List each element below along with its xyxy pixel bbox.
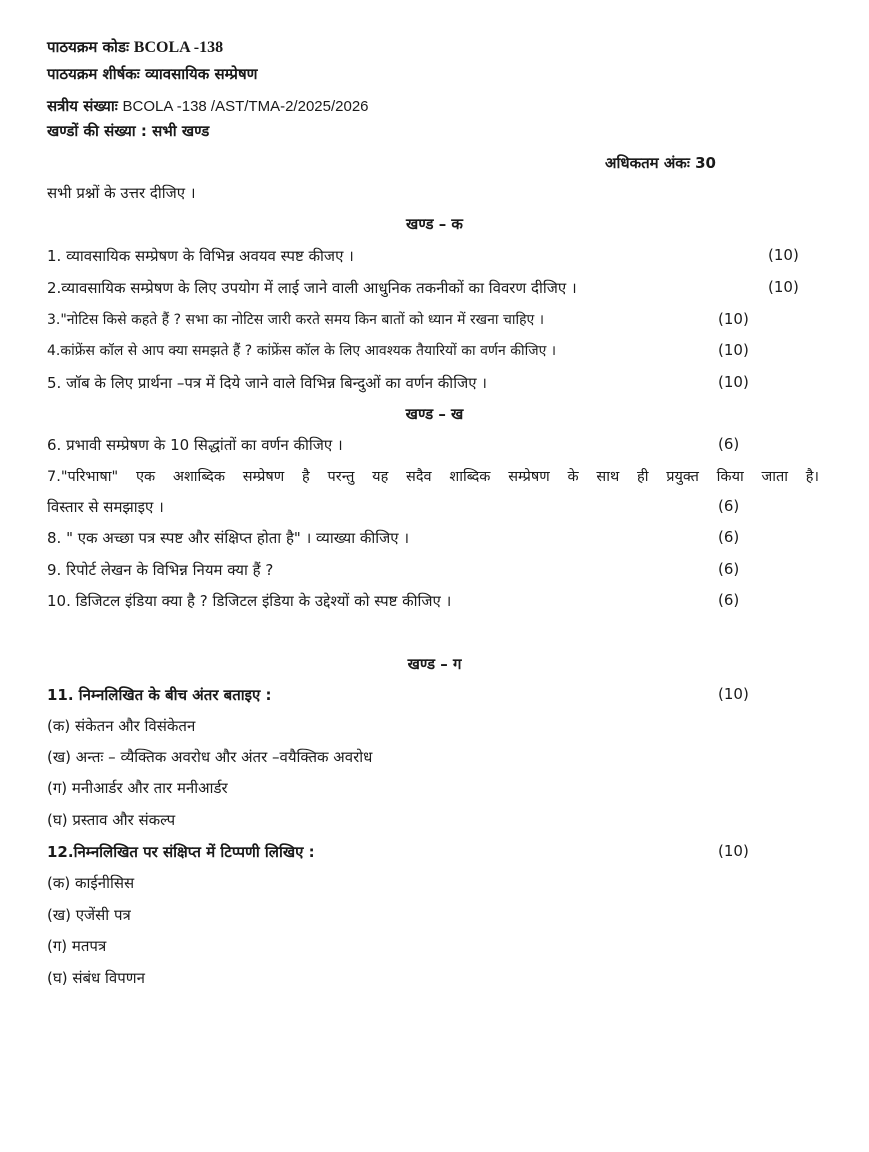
course-title — [47, 64, 257, 84]
course-code — [47, 37, 223, 57]
question-9: 9. रिपोर्ट लेखन के विभिन्न नियम क्या हैं ? — [47, 561, 274, 579]
question-5-marks: (10) — [718, 373, 749, 391]
question-4-marks: (10) — [718, 341, 749, 359]
question-7-continued: विस्तार से समझाइए । — [47, 498, 164, 516]
section-a-title: खण्ड – क — [406, 215, 463, 233]
question-11-marks: (10) — [718, 685, 749, 703]
course-code-value: BCOLA -138 — [133, 39, 224, 56]
session-value: BCOLA -138 /AST/TMA-2/2025/2026 — [122, 98, 369, 115]
question-4: 4.कांफ्रेंस कॉल से आप क्या समझते हैं ? कांफ्रेंस कॉल के लिए आवश्यक तैयारियों का वर्णन कीजिए । — [47, 343, 557, 359]
question-6-marks: (6) — [718, 435, 740, 453]
question-12: 12.निम्नलिखित पर संक्षिप्त में टिप्पणी लिखिए : — [47, 843, 315, 861]
instruction: सभी प्रश्नों के उत्तर दीजिए । — [47, 184, 196, 202]
max-marks: अधिकतम अंकः 30 — [605, 154, 716, 172]
question-10-marks: (6) — [718, 591, 740, 609]
question-1-marks: (10) — [768, 246, 799, 264]
question-5: 5. जॉब के लिए प्रार्थना –पत्र में दिये जाने वाले विभिन्न बिन्दुओं का वर्णन कीजिए । — [47, 374, 487, 392]
question-1: 1. व्यावसायिक सम्प्रेषण के विभिन्न अवयव स्पष्ट कीजए । — [47, 247, 354, 265]
question-3: 3."नोटिस किसे कहते हैं ? सभा का नोटिस जारी करते समय किन बातों को ध्यान में रखना चाहिए । — [47, 312, 545, 328]
section-c-title: खण्ड – ग — [407, 655, 462, 673]
question-11-option-a: (क) संकेतन और विसंकेतन — [47, 717, 196, 735]
question-7-marks: (6) — [718, 497, 740, 515]
question-12-option-c: (ग) मतपत्र — [47, 937, 107, 955]
question-12-option-d: (घ) संबंध विपणन — [47, 969, 145, 987]
question-6: 6. प्रभावी सम्प्रेषण के 10 सिद्धांतों का वर्णन कीजिए । — [47, 436, 343, 454]
question-9-marks: (6) — [718, 560, 740, 578]
question-2: 2.व्यावसायिक सम्प्रेषण के लिए उपयोग में लाई जाने वाली आधुनिक तकनीकों का विवरण दीजिए । — [47, 279, 577, 297]
question-2-marks: (10) — [768, 278, 799, 296]
course-title-label: पाठयक्रम शीर्षकः — [47, 65, 140, 83]
question-11-option-c: (ग) मनीआर्डर और तार मनीआर्डर — [47, 779, 228, 797]
session-label: सत्रीय संख्याः — [47, 97, 118, 115]
question-10: 10. डिजिटल इंडिया क्या है ? डिजिटल इंडिया के उद्देश्यों को स्पष्ट कीजिए । — [47, 592, 452, 610]
question-8: 8. " एक अच्छा पत्र स्पष्ट और संक्षिप्त होता है" । व्याख्या कीजिए । — [47, 529, 410, 547]
section-b-title: खण्ड – ख — [405, 405, 464, 423]
question-11-option-d: (घ) प्रस्ताव और संकल्प — [47, 811, 176, 829]
question-3-marks: (10) — [718, 310, 749, 328]
course-title-value: व्यावसायिक सम्प्रेषण — [145, 65, 258, 83]
question-12-option-a: (क) काईनीसिस — [47, 874, 135, 892]
question-11: 11. निम्नलिखित के बीच अंतर बताइए : — [47, 686, 272, 704]
question-8-marks: (6) — [718, 528, 740, 546]
sections-count: खण्डों की संख्या : सभी खण्ड — [47, 122, 210, 140]
question-11-option-b: (ख) अन्तः – व्यैक्तिक अवरोध और अंतर –वयैक्तिक अवरोध — [47, 748, 373, 766]
question-7: 7."परिभाषा" एक अशाब्दिक सम्प्रेषण है परन्तु यह सदैव शाब्दिक सम्प्रेषण के साथ ही प्रयुक्त किया जाता है। — [47, 469, 819, 485]
question-12-option-b: (ख) एजेंसी पत्र — [47, 906, 131, 924]
session-number — [47, 96, 369, 116]
question-12-marks: (10) — [718, 842, 749, 860]
course-code-label: पाठयक्रम कोडः — [47, 38, 129, 56]
